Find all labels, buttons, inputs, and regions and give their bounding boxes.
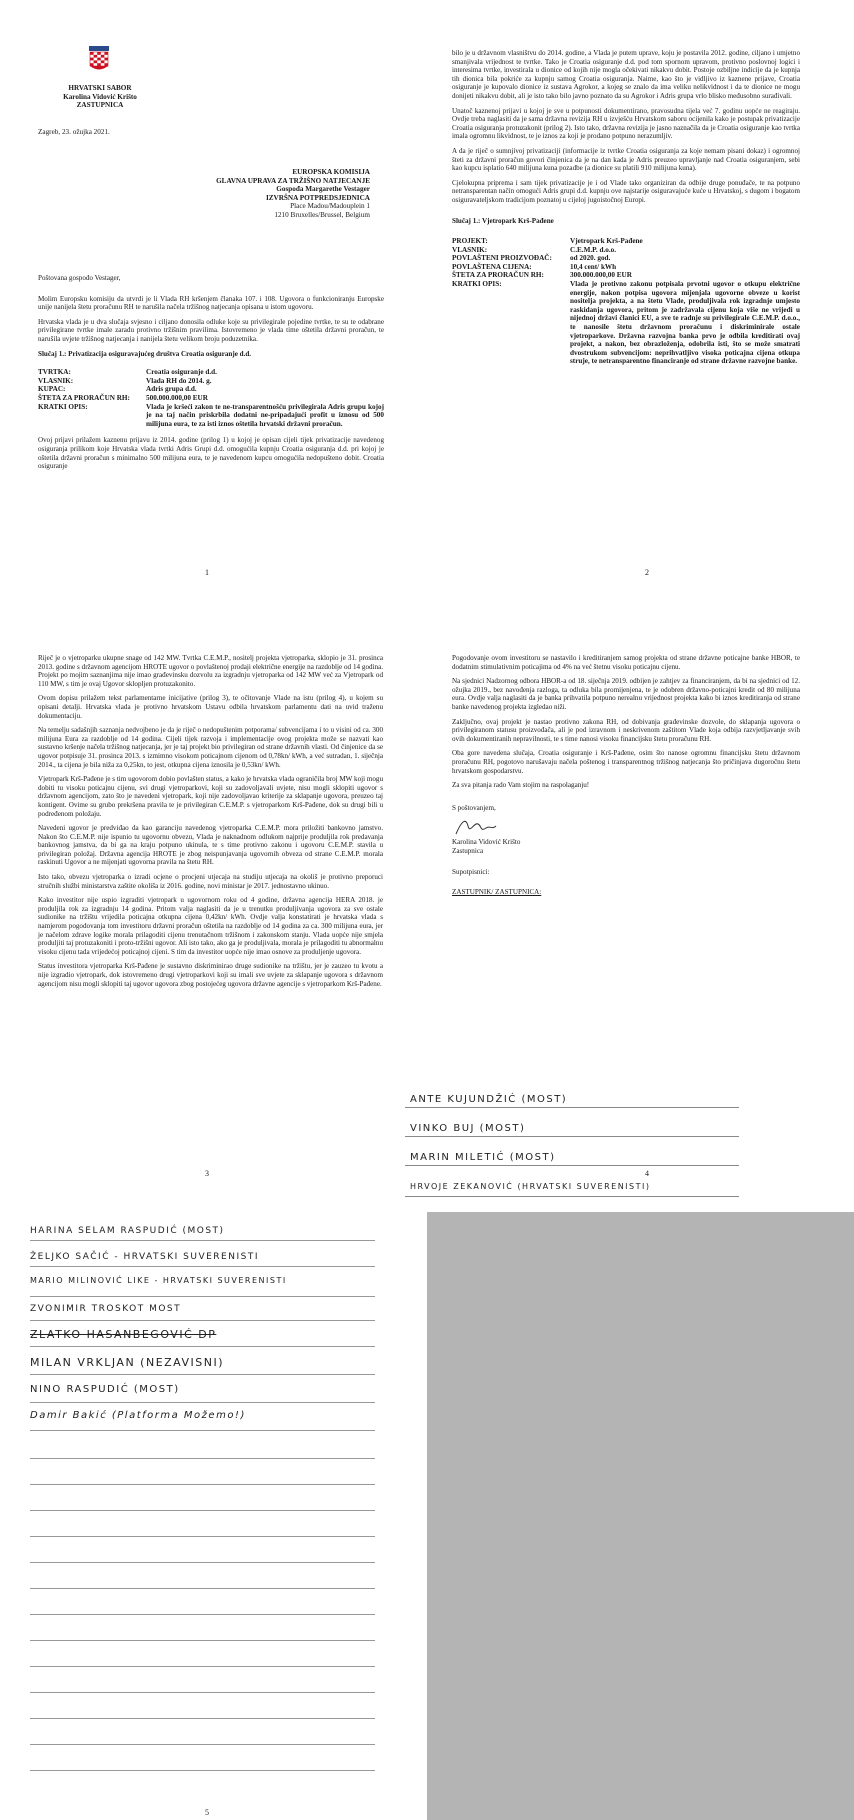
signature-line — [30, 1718, 375, 1719]
sender-block — [30, 84, 170, 110]
address-line: GLAVNA UPRAVA ZA TRŽIŠNO NATJECANJE — [216, 176, 370, 185]
address-line: Place Madou/Madouplein 1 — [290, 202, 370, 211]
handwritten-name: ANTE KUJUNDŽIĆ (MOST) — [410, 1094, 568, 1105]
page-number: 5 — [205, 1808, 209, 1817]
signature-line — [30, 1402, 375, 1403]
handwritten-name: ZLATKO HASANBEGOVIĆ DP — [30, 1328, 217, 1341]
page-4 — [427, 622, 854, 1197]
signature-line — [30, 1588, 375, 1589]
signature-line — [30, 1510, 375, 1511]
paragraph: Pogodovanje ovom investitoru se nastavilo i kreditiranjem samog projekta od strane državne poticajne banke HBOR, te dodatnim stimulativnim poticajima od 4% na već štetnu visoku poticajnu cijenu. — [452, 654, 800, 671]
signature-line — [30, 1374, 375, 1375]
case-row — [38, 403, 384, 429]
main-signature — [452, 816, 800, 838]
case-1-table — [38, 368, 384, 428]
case-value: Croatia osiguranje d.d. — [146, 368, 217, 377]
signature-line — [30, 1536, 375, 1537]
handwritten-name: ZVONIMIR TROSKOT MOST — [30, 1304, 182, 1314]
case-row — [38, 377, 384, 386]
page-number: 1 — [205, 568, 209, 577]
page-number: 4 — [645, 1169, 649, 1178]
signer-name: Karolina Vidović Krišto — [452, 838, 521, 847]
representatives-label: ZASTUPNIK/ ZASTUPNICA: — [452, 888, 542, 897]
case-value: Vlada je protivno zakonu potpisala prvotni ugovor o otkupu električne energije, nakon potpisa ugovora mijenjala ugovorne obveze u korist nositelja projekta, a na štetu Vlade, produljivala rok izgradnje umjesto raskidanja ugovora, pritom je zadržavala cijenu koja više ne vrijedi u nijednoj državi članici EU, a sve te radnje su privilegirale C.E.M.P. d.o.o., te nanosile štetu državnom proračunu i diskriminirale ostale vjetroparkove. Državna razvojna banka prvo je odbila kreditirati ovaj projekt, a nakon, bez obrazloženja, odobrila isti, što se može smatrati dvostrukom subvencijom: neprihvatljivo visoka poticajna cijena otkupa struje, te netransparentno financiranje od strane državne razvojne banke. — [570, 280, 800, 366]
page-number: 3 — [205, 1169, 209, 1178]
case-value: 10,4 cent/ kWh — [570, 262, 617, 271]
handwritten-name: ŽELJKO SAČIĆ - HRVATSKI SUVERENISTI — [30, 1252, 259, 1262]
paragraph: Ovom dopisu prilažem tekst parlamentarne inicijative (prilog 3), te očitovanje Vlade na istu (prilog 4), u kojem su opisani detalji. Hrvatska vlada je protivno hrvatskom Ustavu odbila hrvatskom parlamentu dati na uvid traženu dokumentaciju. — [38, 694, 383, 720]
case-row — [38, 385, 384, 394]
handwritten-name: HARINA SELAM RASPUDIĆ (MOST) — [30, 1226, 225, 1236]
case-key: KUPAC: — [38, 385, 66, 394]
empty-gray-area — [427, 1212, 854, 1820]
signature-line — [405, 1107, 739, 1108]
handwritten-signature-icon — [452, 816, 512, 838]
case-value: 300.000.000,00 EUR — [570, 271, 632, 280]
case-key: KRATKI OPIS: — [452, 280, 502, 289]
address-line: EUROPSKA KOMISIJA — [292, 168, 370, 176]
paragraph: Hrvatska vlada je u dva slučaja svjesno i ciljano donosila odluke koje su privilegirale pojedine tvrtke, te su te odabrane privilegirane tvrtke imale zaradu protivno tržišnim pravilima. Istovremeno je vlada time oštetila državni proračun, te narušila uvjete tržišnog natjecanja i nanijela štetu velikom broju poduzetnika. — [38, 317, 384, 343]
paragraph: Oba gore navedena slučaja, Croatia osiguranje i Krš-Pađene, osim što nanose ogromnu financijsku štetu državnom proračunu RH, pogotovo narušavaju načela poštenog i transparentnog tržišnog natjecanja što pričinjava dugoročnu štetu hrvatskom gospodarstvu. — [452, 749, 800, 775]
case-value: Vlada RH do 2014. g. — [146, 376, 212, 385]
address-line: 1210 Bruxelles/Brussel, Belgium — [274, 210, 370, 219]
case-value: Vjetropark Krš-Pađene — [570, 237, 643, 246]
address-line: IZVRŠNA POTPREDSJEDNICA — [265, 193, 370, 202]
paragraph: Za sva pitanja rado Vam stojim na raspolaganju! — [452, 781, 590, 790]
case-key: POVLAŠTENI PROIZVOĐAČ: — [452, 254, 552, 263]
signature-line — [30, 1346, 375, 1347]
cosigners-label: Supotpisnici: — [452, 867, 490, 876]
paragraph: Molim Europsku komisiju da utvrdi je li Vlada RH kršenjem članaka 107. i 108. Ugovora o funkcioniranju Europske unije nanijela štetu proračunu RH te narušila načela tržišnog natjecanja opisana u istom ugovoru. — [38, 294, 384, 312]
handwritten-name: HRVOJE ZEKANOVIĆ (HRVATSKI SUVERENISTI) — [410, 1182, 651, 1191]
paragraph: Riječ je o vjetroparku ukupne snage od 142 MW. Tvrtka C.E.M.P., nositelj projekta vjetroparka, sklopio je 31. prosinca 2013. godine s državnom agencijom HROTE ugovor o povlaštenoj prodaji električne energije na razdoblje od 14 godina. Projekt po mojim saznanjima nije imao građevinsku dozvolu za izgradnju vjetroparka od 142 MW već za Vjetropark od 110 MW, s tim je ovaj Ugovor sklopljen protuzakonito. — [38, 654, 383, 688]
croatian-coat-of-arms-icon — [89, 46, 109, 72]
signature-line — [405, 1196, 739, 1197]
signer-title: Zastupnica — [452, 846, 484, 855]
signature-line — [30, 1266, 375, 1267]
signature-line — [30, 1614, 375, 1615]
paragraph: Isto tako, obvezu vjetroparka o izradi ocjene o procjeni utjecaja na studiju utjecaja na okoliš je protivno preporuci stručnih službi ministarstva zaštite okoliša iz 2016. godine, novi ministar je 2017. jednostavno ukinuo. — [38, 873, 383, 890]
parliament-name: HRVATSKI SABOR — [68, 84, 132, 92]
page-3-body — [38, 654, 383, 994]
case-value: 500.000.000,00 EUR — [146, 393, 208, 402]
signature-line — [30, 1296, 375, 1297]
case-title: Slučaj 1.: Privatizacija osiguravajućeg društva Croatia osiguranje d.d. — [38, 349, 252, 358]
signature-line — [30, 1484, 375, 1485]
signature-line — [30, 1240, 375, 1241]
case-value: od 2020. god. — [570, 254, 611, 263]
paragraph: bilo je u državnom vlasništvu do 2014. godine, a Vlada je putem uprave, koju je postavila 2012. godine, ciljano i umjetno smanjivala vrijednost te tvrtke. Tako je Croatia osiguranje d.d. pod tom spornom upravom, protivno poslovnoj logici i interesima tvrtke, investirala u dionice od kojih nije mogla očekivati nikakvu dobit. Postoje ozbiljne indicije da je kupnja tih dionica bila pokriće za kupnju samog Croatia osiguranja. Naime, kao što je vidljivo iz kaznene prijave, Croatia osiguranje je kupovalo dionice iz sustava Agrokor, a kojeg se znalo da ima veliku nelikvidnost i da te dionice ne mogu donijeti nikakvu dobit, ali je isto tako bilo javno poznato da su Agrokor i Adris grupa vrlo blisko međusobno surađivali. — [452, 49, 800, 100]
paragraph: Na temelju sadašnjih saznanja nedvojbeno je da je riječ o nedopuštenim potporama/ subvencijama i to u visini od ca. 300 milijuna Eura za razdoblje od 14 godina. Cijeli tijek razvoja i implementacije ovog projekta može se nazvati kao sustavno kršenje načela tržišnog natjecanja, jer je taj projekt bio privilegiran od strane državnih vlasti. Od činjenice da se ugovor potpisuje 31. prosinca 2013. s izmimno visokom poticajnom cijenom od 0,78kn/ kWh, a već sutradan, 1. siječnja 2014., ta cijena je bila niža za 0,25kn, to jest, otkupna cijena iznosila je 0,53kn/ kWh. — [38, 726, 383, 769]
case-key: ŠTETA ZA PRORAČUN RH: — [38, 393, 130, 402]
paragraph: Cjelokupna priprema i sam tijek privatizacije je i od Vlade tako organiziran da odbije druge ponuđače, te na potpuno netransparentan način omogući Adris grupi d.d. kupnju ove najstarije osiguravajuće kuće u Hrvatskoj, s dugom i bogatom osiguravateljskom tradicijom poznatoj u cijeloj jugoistočnoj Europi. — [452, 178, 800, 204]
signature-line — [30, 1770, 375, 1771]
paragraph: Unatoč kaznenoj prijavi u kojoj je sve u potpunosti dokumentirano, pravosudna tijela već 7. godinu uopće ne reagiraju. Ovdje treba naglasiti da je sama državna revizija RH u izvješću Hrvatskom saboru ocijenila kako je postupak privatizacije Croatia osiguranja protuzakonit (prilog 2). Isto tako, državna revizija je jasno naznačila da je Croatia osiguranje kao tvrtka imala ogromnu likvidnost, te je iznos za koji je prodano potpuno nerazumljiv. — [452, 106, 800, 141]
case-value: Adris grupa d.d. — [146, 385, 197, 394]
handwritten-name: NINO RASPUDIĆ (MOST) — [30, 1384, 180, 1395]
case-2-table — [452, 237, 800, 366]
paragraph: A da je riječ o sumnjivoj privatizaciji (informacije iz tvrtke Croatia osiguranja za koje nemam pisani dokaz) i ogromnoj šteti za državni proračun govori činjenica da je na dan kada je Adris preuzeo upravljanje nad Croatia osiguranjem, sebi kao kupcu isplatio 640 milijuna kuna pozadbe (a dionice su platili 910 milijuna kuna). — [452, 146, 800, 173]
case-row — [38, 368, 384, 377]
page-5 — [0, 1212, 427, 1820]
signature-line — [30, 1640, 375, 1641]
case-row — [452, 246, 800, 255]
signature-line — [30, 1744, 375, 1745]
case-key: ŠTETA ZA PRORAČUN RH: — [452, 271, 544, 280]
page-number: 2 — [645, 568, 649, 577]
page-4-body — [452, 654, 800, 897]
paragraph: Zaključno, ovaj projekt je nastao protivno zakona RH, od dobivanja građevinske dozvole, do sklapanja ugovora o privilegiranom statusu proizvođača, ali je pod izravnom i neskrivenom zaštitom Vlade koja odbija razvjetljavanje svih ovih dokumentiranih nepravilnosti, te s time nanosi visoku financijsku štetu proračunu RH. — [452, 717, 800, 743]
case-key: TVRTKA: — [38, 368, 71, 377]
case-key: PROJEKT: — [452, 237, 488, 246]
case-value: C.E.M.P. d.o.o. — [570, 245, 617, 254]
handwritten-name: MARIO MILINOVIĆ LIKE - HRVATSKI SUVERENISTI — [30, 1276, 287, 1285]
paragraph: Ovoj prijavi prilažem kaznenu prijavu iz 2014. godine (prilog 1) u kojoj je opisan cijeli tijek privatizacije navedenog osiguranja prilikom koje Hrvatska vlada tvrtki Adris Grupi d.d. omogućila kupnju Croatia osiguranja d.d. pri kojoj je oštetila državni proračun s minimalno 500 milijuna eura, te je navedenom kupcu omogućila nedopušteno dobit. Croatia osiguranje — [38, 436, 384, 471]
case-key: VLASNIK: — [452, 245, 488, 254]
signature-line — [405, 1165, 739, 1166]
signature-line — [30, 1458, 375, 1459]
recipient-address — [130, 168, 370, 220]
case-row — [452, 271, 800, 280]
signature-line — [30, 1430, 375, 1431]
case-row — [452, 254, 800, 263]
sender-title: ZASTUPNICA — [76, 101, 124, 110]
case-row — [38, 394, 384, 403]
letter-date: Zagreb, 23. ožujka 2021. — [38, 128, 110, 136]
page-3 — [0, 622, 427, 1197]
case-key: KRATKI OPIS: — [38, 402, 88, 411]
paragraph: Vjetropark Krš-Pađene je s tim ugovorom dobio povlašten status, a kako je hrvatska vlada ograničila broj MW koji mogu dobiti tu visoku poticajnu cijenu, svi drugi vjetroparkovi, koji su zadovoljavali uvjete, nisu mogli sklopiti ugovor s državnom agencijom, zato što je navedeni vjetropark, koji nije zadovoljavao kriterije za sklapanje ugovora, preuzeo taj kontigent. Ovime su grubo prekršena pravila te je privilegiran C.E.M.P. s vjetroparkom Krš-Pađene, dok su drugi bili u podređenom položaju. — [38, 775, 383, 818]
case-key: POVLAŠTENA CIJENA: — [452, 262, 532, 271]
page-2 — [427, 0, 854, 600]
case-row — [452, 237, 800, 246]
address-line: Gospođa Margarethe Vestager — [276, 185, 370, 194]
sender-name: Karolina Vidović Krišto — [63, 92, 137, 101]
page-2-body — [452, 49, 800, 366]
paragraph: Status investitora vjetroparka Krš-Pađene je sustavno diskriminirao druge sudionike na tržištu, jer je zauzeo tu kvotu a nije izgradio vjetropark, dok istovremeno drugi vjetroparkovi koji su imali sve uvjete za sklapanje ugovora s državnom agencijom nisu mogli sklopiti taj ugovor ugovora zbog postojećeg ugovora državne agencije s vjetroparkom Krš-Pađene. — [38, 962, 383, 988]
handwritten-name: MILAN VRKLJAN (NEZAVISNI) — [30, 1356, 225, 1369]
case-key: VLASNIK: — [38, 376, 74, 385]
signature-line — [405, 1136, 739, 1137]
signature-line — [30, 1666, 375, 1667]
case-value: Vlada je kršeći zakon te ne-transparentnošću privilegirala Adris grupu kojoj je na taj način priskrbila dodatni ne-pripadajući profit u iznosu od 500 milijuna eura, te za isti iznos oštetila hrvatski državni proračun. — [146, 402, 384, 428]
handwritten-name: VINKO BUJ (MOST) — [410, 1123, 526, 1134]
signature-line — [30, 1562, 375, 1563]
case-title: Slučaj 1.: Vjetropark Krš-Pađene — [452, 216, 554, 225]
handwritten-name: Damir Bakić (Platforma Možemo!) — [30, 1410, 246, 1421]
page-1-body — [38, 274, 384, 477]
signature-line — [30, 1692, 375, 1693]
paragraph: Navedeni ugovor je predviđao da kao garanciju navedenog vjetroparka C.E.M.P. mora priložiti bankovno jamstvo. Nakon što C.E.M.P. nije ispunio tu ugovornu obvezu, Vlada je naknadnom odlukom najprije produljila rok predavanja bankovnog jamstva, da bi ga na kraju potpuno ukinula, te s time protivno zakonu i ugovoru C.E.M.P. stavila u privilegiran položaj. Državna agencija HROTE je zbog neispunjavanja ugovornih obveza od strane C.E.M.P. morala raskinuti Ugovor a ne mijenjati ugovorna pravila na štetu RH. — [38, 824, 383, 867]
paragraph: Na sjednici Nadzornog odbora HBOR-a od 18. siječnja 2019. odbijen je zahtjev za financiranjem, da bi na sjednici od 12. ožujka 2019., bez navođenja razloga, ta odluka bila promijenjena, te je odobren državno-poticajni kredit od 80 milijuna eura. Ovdje valja naglasiti da je banka prihvatila potpuno nerealnu vrijednost projekta kako bi iznos kreditiranja od strane banke navedenog projekta izgledao niži. — [452, 677, 800, 711]
page-1 — [0, 0, 427, 600]
regards: S poštovanjem, — [452, 803, 496, 812]
case-row — [452, 280, 800, 366]
paragraph: Kako investitor nije uspio izgraditi vjetropark u ugovornom roku od 4 godine, državna agencija HERA 2018. je produljila rok za izgradnju 14 godina. Pritom valja naglasiti da je u trenutku produljivanja ugovora za sve ostale sudionike na tržištu vrijedila poticajna otkupna cijena 0,42kn/ kWh. Ovdje valja konstatirati je hrvatska vlada s namjerom pogodovanja tom investitoru državni proračun oštetila na razdoblje od 14 godina za ca. 300 milijuna eura, jer je načelom zdrave logike morala prilagoditi cijenu trenutačnom tržišnom i zakonskom stanju. Vlada uopće nije smjela produljiti taj protuzakoniti i proto-tržišni ugovor. Ali isto tako, ako ga je produljivala, morala je prilagoditi tu abnormalnu visoku cijenu tada vrijedećoj poticajnoj cijeni. S tim da investitor uopće nije imao osnove za produljenje ugovora. — [38, 896, 383, 956]
signature-line — [30, 1320, 375, 1321]
greeting: Poštovana gospođo Vestager, — [38, 274, 121, 282]
handwritten-name: MARIN MILETIĆ (MOST) — [410, 1152, 556, 1163]
